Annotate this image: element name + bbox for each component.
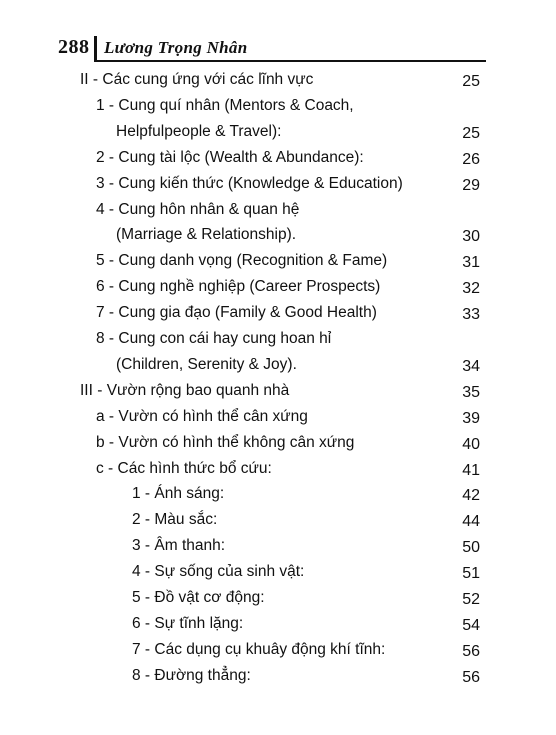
toc-entry <box>0 614 556 638</box>
toc-entry-title: c - Các hình thức bổ cứu: <box>96 459 272 477</box>
toc-entry <box>0 381 556 405</box>
toc-entry <box>0 96 556 120</box>
toc-entry <box>0 200 556 224</box>
toc-entry-title: 1 - Ánh sáng: <box>132 485 225 503</box>
toc-entry-page-number: 25 <box>462 73 480 90</box>
toc-entry-page-number: 50 <box>462 539 480 557</box>
toc-entry-title: 6 - Sự tĩnh lặng: <box>132 614 244 632</box>
toc-entry-title: 4 - Sự sống của sinh vật: <box>132 563 305 581</box>
toc-entry-page-number: 52 <box>462 591 480 608</box>
toc-entry-title: a - Vườn có hình thể cân xứng <box>96 407 308 425</box>
toc-entry <box>0 122 556 146</box>
toc-entry-title: 5 - Cung danh vọng (Recognition & Fame) <box>96 252 388 270</box>
toc-entry-title: 7 - Cung gia đạo (Family & Good Health) <box>96 304 377 322</box>
toc-entry <box>0 407 556 431</box>
toc-entry <box>0 562 556 586</box>
toc-entry <box>0 666 556 690</box>
toc-entry <box>0 536 556 560</box>
toc-entry-page-number: 34 <box>462 357 480 375</box>
header-divider <box>94 36 97 60</box>
toc-entry-page-number: 42 <box>462 487 480 505</box>
toc-entry <box>0 277 556 301</box>
toc-entry-page-number: 56 <box>462 668 480 686</box>
toc-entry <box>0 329 556 353</box>
toc-entry-title: 1 - Cung quí nhân (Mentors & Coach, <box>96 96 354 114</box>
toc-entry-title: 4 - Cung hôn nhân & quan hệ <box>96 200 300 218</box>
toc-entry-title: (Marriage & Relationship). <box>116 226 297 244</box>
toc-entry <box>0 251 556 275</box>
toc-entry <box>0 459 556 483</box>
toc-entry <box>0 484 556 508</box>
toc-entry-title: 8 - Cung con cái hay cung hoan hỉ <box>96 330 332 347</box>
toc-entry <box>0 225 556 249</box>
toc-entry-title: Helpfulpeople & Travel): <box>116 122 282 140</box>
toc-entry-title: 8 - Đường thẳng: <box>132 666 251 684</box>
toc-entry-page-number: 54 <box>462 616 480 634</box>
toc-entry-page-number: 51 <box>462 565 480 583</box>
toc-entry <box>0 510 556 534</box>
toc-entry-page-number: 39 <box>462 409 480 427</box>
toc-entry-page-number: 31 <box>462 254 480 272</box>
page-header <box>58 34 498 68</box>
toc-entry-title: 6 - Cung nghề nghiệp (Career Prospects) <box>96 278 381 296</box>
toc-entry-page-number: 30 <box>462 228 480 246</box>
toc-entry-page-number: 25 <box>462 124 480 142</box>
toc-entry <box>0 433 556 457</box>
toc-entry <box>0 70 556 94</box>
toc-entry-title: II - Các cung ứng với các lĩnh vực <box>80 71 314 88</box>
toc-entry-page-number: 26 <box>462 150 480 168</box>
toc-entry-title: 3 - Cung kiến thức (Knowledge & Education) <box>96 174 403 192</box>
toc-entry <box>0 355 556 379</box>
toc-entry-page-number: 35 <box>462 383 480 401</box>
toc-entry-page-number: 32 <box>462 280 480 298</box>
header-rule <box>94 60 486 62</box>
toc-entry-title: 2 - Màu sắc: <box>132 511 218 529</box>
toc-entry-title: 7 - Các dụng cụ khuây động khí tĩnh: <box>132 640 386 658</box>
toc-entry-title: 2 - Cung tài lộc (Wealth & Abundance): <box>96 148 364 166</box>
toc-entry-title: b - Vườn có hình thể không cân xứng <box>96 433 355 451</box>
toc-entry-title: (Children, Serenity & Joy). <box>116 355 297 373</box>
toc-entry-title: 3 - Âm thanh: <box>132 537 226 555</box>
toc-entry-page-number: 44 <box>462 513 480 531</box>
toc-entry <box>0 303 556 327</box>
toc-entry <box>0 174 556 198</box>
toc-entry-page-number: 41 <box>462 461 480 479</box>
toc-entry-title: 5 - Đồ vật cơ động: <box>132 589 265 606</box>
toc-entry-page-number: 40 <box>462 435 480 453</box>
toc-entry <box>0 148 556 172</box>
toc-entry-page-number: 33 <box>462 306 480 324</box>
toc-entry-page-number: 56 <box>462 642 480 660</box>
page-number: 288 <box>58 36 90 58</box>
toc-entry <box>0 588 556 612</box>
toc-entry <box>0 640 556 664</box>
toc-entry-title: III - Vườn rộng bao quanh nhà <box>80 381 290 399</box>
toc-entry-page-number: 29 <box>462 176 480 194</box>
running-title: Lương Trọng Nhân <box>104 38 248 57</box>
